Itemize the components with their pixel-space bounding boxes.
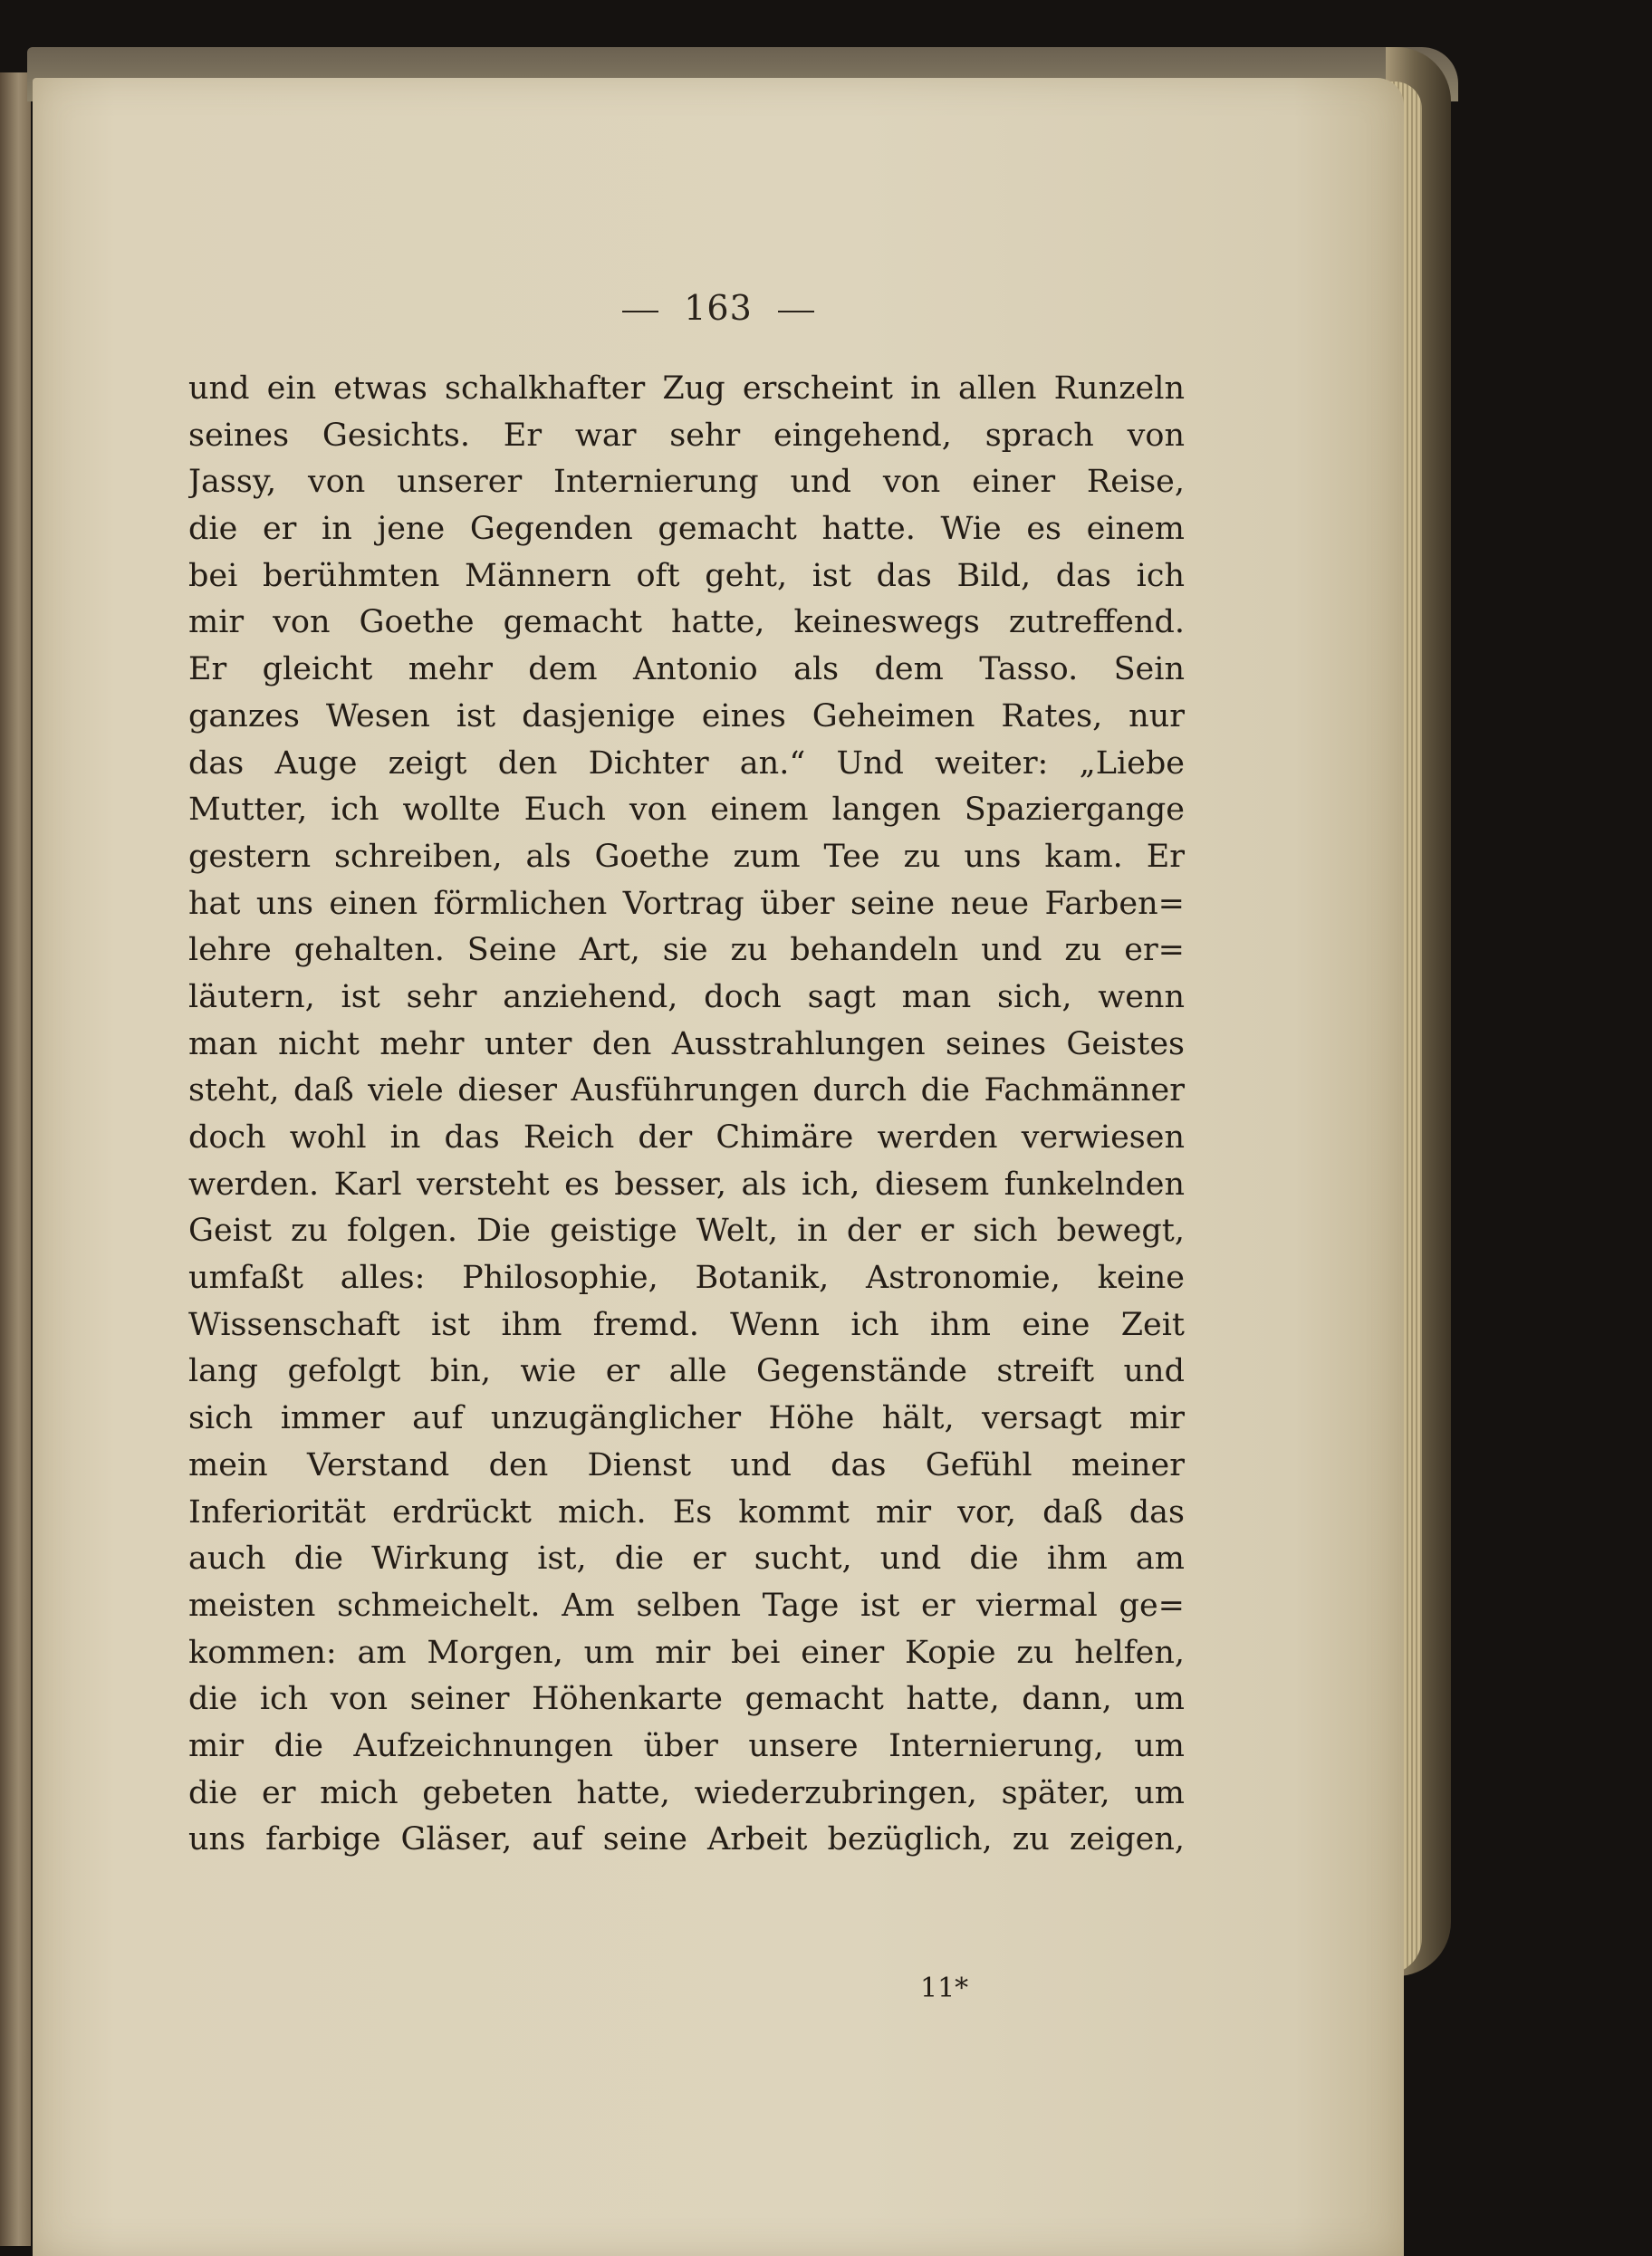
text-line: auch die Wirkung ist, die er sucht, und die ihm am xyxy=(188,1541,1185,1578)
text-line: uns farbige Gläser, auf seine Arbeit bezüglich, zu zeigen, xyxy=(188,1821,1185,1858)
text-line: hat uns einen förmlichen Vortrag über seine neue Farben= xyxy=(188,885,1185,922)
text-line: Er gleicht mehr dem Antonio als dem Tasso. Sein xyxy=(188,651,1185,688)
text-line: Mutter, ich wollte Euch von einem langen Spaziergange xyxy=(188,792,1185,829)
page-number xyxy=(33,288,1404,328)
text-line: mein Verstand den Dienst und das Gefühl meiner xyxy=(188,1446,1185,1483)
text-line: doch wohl in das Reich der Chimäre werden verwiesen xyxy=(188,1119,1185,1156)
text-line: Inferiorität erdrückt mich. Es kommt mir vor, daß das xyxy=(188,1493,1185,1531)
text-line: und ein etwas schalkhafter Zug erscheint in allen Runzeln xyxy=(188,370,1185,407)
body-text xyxy=(188,366,1185,1864)
page-number-value: 163 xyxy=(684,288,753,328)
text-line: lang gefolgt bin, wie er alle Gegenstände streift und xyxy=(188,1353,1185,1390)
text-line: seines Gesichts. Er war sehr eingehend, sprach von xyxy=(188,417,1185,454)
book-page xyxy=(33,78,1404,2256)
text-line: die ich von seiner Höhenkarte gemacht hatte, dann, um xyxy=(188,1681,1185,1718)
text-line: werden. Karl versteht es besser, als ich, diesem funkelnden xyxy=(188,1166,1185,1203)
text-line: die er in jene Gegenden gemacht hatte. Wie es einem xyxy=(188,511,1185,548)
text-line: kommen: am Morgen, um mir bei einer Kopie zu helfen, xyxy=(188,1634,1185,1671)
text-line: sich immer auf unzugänglicher Höhe hält, versagt mir xyxy=(188,1400,1185,1437)
dash-right xyxy=(778,311,814,312)
text-line: läutern, ist sehr anziehend, doch sagt man sich, wenn xyxy=(188,978,1185,1015)
text-line: die er mich gebeten hatte, wiederzubringen, später, um xyxy=(188,1774,1185,1811)
dash-left xyxy=(622,311,658,312)
text-line: lehre gehalten. Seine Art, sie zu behandeln und zu er= xyxy=(188,932,1185,969)
text-line: das Auge zeigt den Dichter an.“ Und weiter: „Liebe xyxy=(188,744,1185,782)
text-line: mir die Aufzeichnungen über unsere Internierung, um xyxy=(188,1727,1185,1764)
text-line: Jassy, von unserer Internierung und von einer Reise, xyxy=(188,464,1185,501)
text-line: gestern schreiben, als Goethe zum Tee zu uns kam. Er xyxy=(188,838,1185,875)
text-line: bei berühmten Männern oft geht, ist das Bild, das ich xyxy=(188,557,1185,594)
text-line: steht, daß viele dieser Ausführungen durch die Fachmänner xyxy=(188,1072,1185,1109)
text-line: man nicht mehr unter den Ausstrahlungen seines Geistes xyxy=(188,1025,1185,1062)
text-line: meisten schmeichelt. Am selben Tage ist er viermal ge= xyxy=(188,1587,1185,1624)
text-line: Geist zu folgen. Die geistige Welt, in der er sich bewegt, xyxy=(188,1213,1185,1250)
adjacent-page-edge xyxy=(0,72,31,2246)
text-line: mir von Goethe gemacht hatte, keineswegs zutreffend. xyxy=(188,604,1185,641)
text-line: umfaßt alles: Philosophie, Botanik, Astronomie, keine xyxy=(188,1260,1185,1297)
text-line: ganzes Wesen ist dasjenige eines Geheimen Rates, nur xyxy=(188,697,1185,734)
printer-signature-mark: 11* xyxy=(920,1973,969,2004)
text-line: Wissenschaft ist ihm fremd. Wenn ich ihm eine Zeit xyxy=(188,1306,1185,1343)
